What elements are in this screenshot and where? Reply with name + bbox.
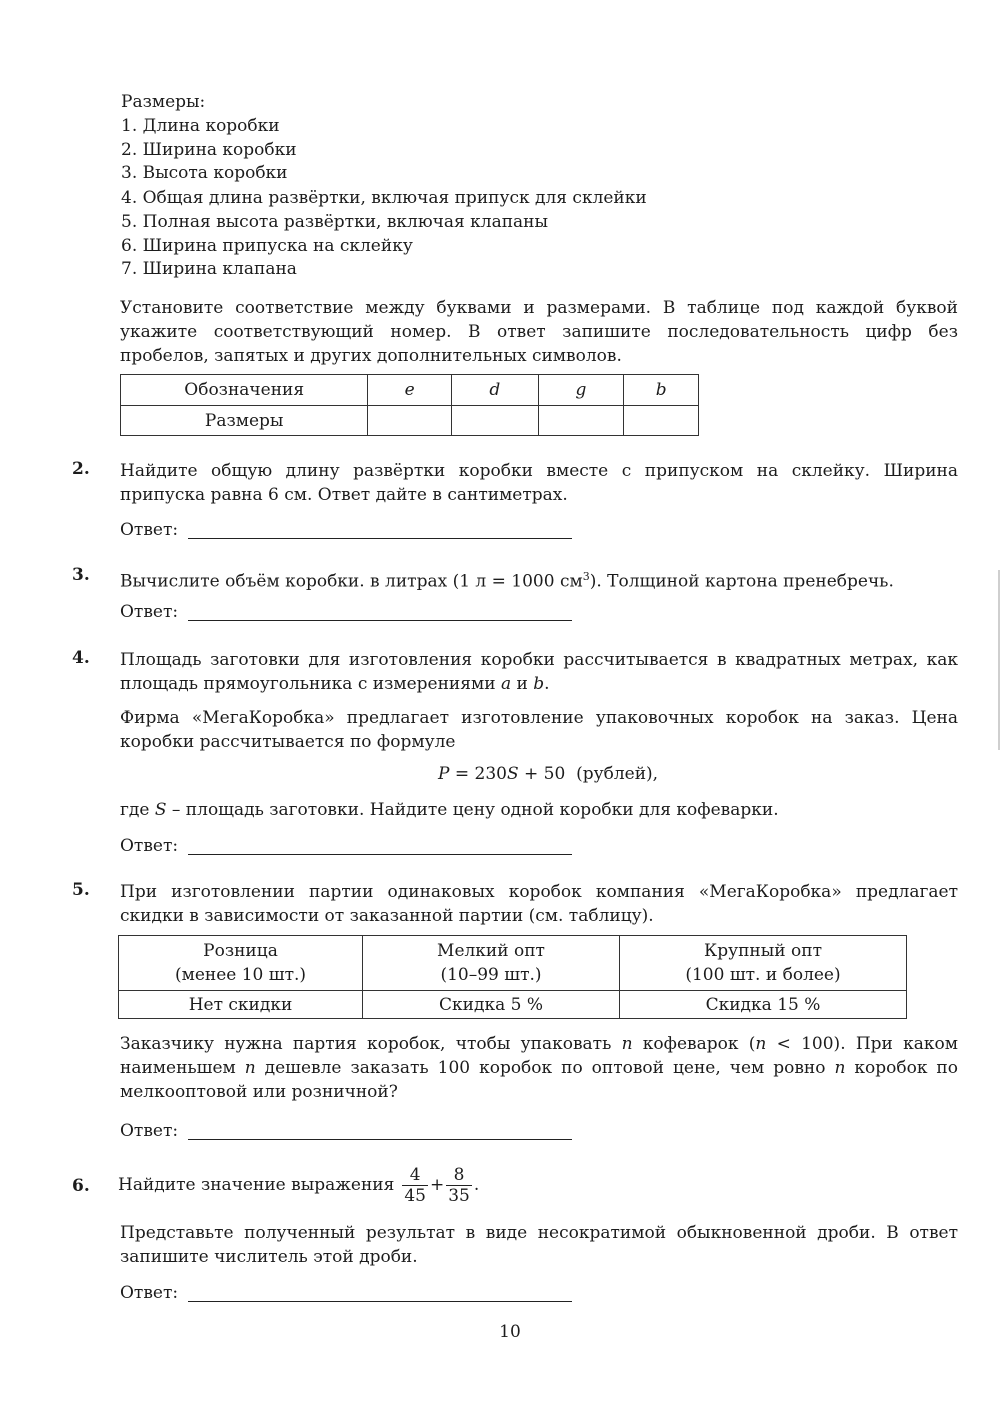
task5-text-part: Заказчику нужна партия коробок, чтобы упаковать — [120, 1034, 622, 1054]
dimension-item: 4. Общая длина развёртки, включая припуск для склейки — [121, 188, 647, 208]
task5-text-part: < 100). При каком наименьшем — [120, 1034, 958, 1078]
task4-text-part: где — [120, 800, 155, 820]
task-number: 4. — [72, 648, 90, 668]
task2-text: Найдите общую длину развёртки коробки вместе с припуском на склейку. Ширина припуска равна 6 см. Ответ дайте в сантиметрах. — [120, 461, 958, 505]
discount-cell: Нет скидки — [119, 991, 363, 1019]
task5-text-part: дешевле заказать 100 коробок по оптовой цене, чем ровно — [255, 1058, 835, 1078]
header-cell-retail — [119, 936, 363, 991]
page-number: 10 — [499, 1322, 521, 1342]
task3-text-part: Вычислите объём коробки. в литрах (1 л = 1000 см — [120, 571, 583, 592]
formula-part: + 50 (рублей), — [518, 764, 659, 784]
answer-line[interactable] — [120, 1283, 580, 1307]
task-number: 5. — [72, 880, 90, 900]
variable-a: a — [500, 674, 512, 694]
task3-text — [120, 565, 958, 594]
answer-line[interactable] — [120, 836, 580, 860]
discount-table — [118, 935, 907, 1019]
denominator: 45 — [404, 1185, 426, 1206]
header-text: Крупный опт — [704, 941, 822, 961]
header-text: Розница — [203, 941, 278, 961]
answer-label: Ответ: — [120, 1283, 179, 1303]
dimensions-heading: Размеры: — [121, 92, 206, 112]
task5-text-part: кофеварок ( — [632, 1034, 756, 1054]
dimension-item: 1. Длина коробки — [121, 116, 280, 136]
row-label-sizes: Размеры — [121, 406, 368, 436]
task4-paragraph-2: Фирма «МегаКоробка» предлагает изготовление упаковочных коробок на заказ. Цена коробки рассчитывается по формуле — [120, 708, 958, 752]
task-number: 2. — [72, 459, 90, 479]
header-subtext: (10–99 шт.) — [440, 965, 542, 985]
answer-underline[interactable] — [188, 538, 572, 539]
numerator: 4 — [402, 1165, 428, 1186]
task4-paragraph-1 — [120, 648, 958, 696]
numerator: 8 — [446, 1165, 472, 1186]
variable-s: S — [154, 800, 167, 820]
discount-cell: Скидка 5 % — [363, 991, 620, 1019]
period: . — [473, 1175, 480, 1195]
fraction — [402, 1165, 428, 1206]
answer-label: Ответ: — [120, 836, 179, 856]
letter-cell: d — [489, 380, 501, 400]
letters-table — [120, 374, 699, 436]
letter-cell: g — [575, 380, 587, 400]
variable-n: n — [755, 1034, 767, 1054]
answer-label: Ответ: — [120, 520, 179, 540]
task4-text-part: и — [511, 674, 534, 694]
task4-text-part: . — [544, 674, 550, 694]
task5-intro: При изготовлении партии одинаковых коробок компания «МегаКоробка» предлагает скидки в зависимости от заказанной партии (см. таблицу). — [120, 882, 958, 926]
denominator: 35 — [448, 1185, 470, 1206]
task4-text-part: – площадь заготовки. Найдите цену одной коробки для кофеварки. — [166, 800, 779, 820]
dimension-item: 3. Высота коробки — [121, 163, 288, 183]
variable-b: b — [533, 674, 545, 694]
answer-cell[interactable] — [538, 406, 624, 436]
answer-underline[interactable] — [188, 1139, 572, 1140]
header-subtext: (100 шт. и более) — [685, 965, 841, 985]
answer-cell[interactable] — [452, 406, 539, 436]
fraction — [446, 1165, 472, 1206]
task6-expression — [118, 1161, 479, 1209]
header-cell-large-wholesale — [620, 936, 907, 991]
task5-text-part: коробок по мелкооптовой или розничной? — [120, 1058, 958, 1102]
task6-text: Найдите значение выражения — [118, 1175, 395, 1195]
dimension-item: 5. Полная высота развёртки, включая клапаны — [121, 212, 549, 232]
answer-cell[interactable] — [368, 406, 452, 436]
formula-var: S — [506, 764, 519, 784]
answer-line[interactable] — [120, 520, 580, 544]
header-subtext: (менее 10 шт.) — [174, 965, 307, 985]
answer-underline[interactable] — [188, 854, 572, 855]
answer-line[interactable] — [120, 602, 580, 626]
formula-var: P — [438, 764, 450, 784]
task5-question — [120, 1032, 958, 1104]
task-number: 6. — [72, 1176, 90, 1196]
task4-paragraph-3 — [120, 798, 958, 822]
dimension-item: 7. Ширина клапана — [121, 259, 297, 279]
header-text: Мелкий опт — [437, 941, 545, 961]
task1-instruction: Установите соответствие между буквами и размерами. В таблице под каждой буквой укажите соответствующий номер. В ответ запишите последовательность цифр без пробелов, запятых и других дополнительных символов. — [120, 298, 958, 366]
plus-sign: + — [429, 1175, 445, 1195]
answer-underline[interactable] — [188, 1301, 572, 1302]
answer-label: Ответ: — [120, 1121, 179, 1141]
task6-paragraph-2: Представьте полученный результат в виде несократимой обыкновенной дроби. В ответ запишите числитель этой дроби. — [120, 1223, 958, 1267]
dimension-item: 6. Ширина припуска на склейку — [121, 236, 413, 256]
header-cell-small-wholesale — [363, 936, 620, 991]
row-label-designations: Обозначения — [121, 375, 368, 406]
discount-cell: Скидка 15 % — [620, 991, 907, 1019]
answer-label: Ответ: — [120, 602, 179, 622]
answer-line[interactable] — [120, 1121, 580, 1145]
task4-text-part: Площадь заготовки для изготовления коробки рассчитывается в квадратных метрах, как площадь прямоугольника с измерениями — [120, 650, 958, 694]
dimension-item: 2. Ширина коробки — [121, 140, 297, 160]
superscript: 3 — [582, 570, 590, 583]
task-number: 3. — [72, 565, 90, 585]
price-formula — [438, 764, 658, 784]
variable-n: n — [621, 1034, 633, 1054]
letter-cell: e — [404, 380, 415, 400]
answer-cell[interactable] — [624, 406, 699, 436]
variable-n: n — [244, 1058, 256, 1078]
answer-underline[interactable] — [188, 620, 572, 621]
formula-part: = 230 — [449, 764, 507, 784]
letter-cell: b — [655, 380, 667, 400]
variable-n: n — [834, 1058, 846, 1078]
task3-text-part: ). Толщиной картона пренебречь. — [589, 571, 894, 592]
